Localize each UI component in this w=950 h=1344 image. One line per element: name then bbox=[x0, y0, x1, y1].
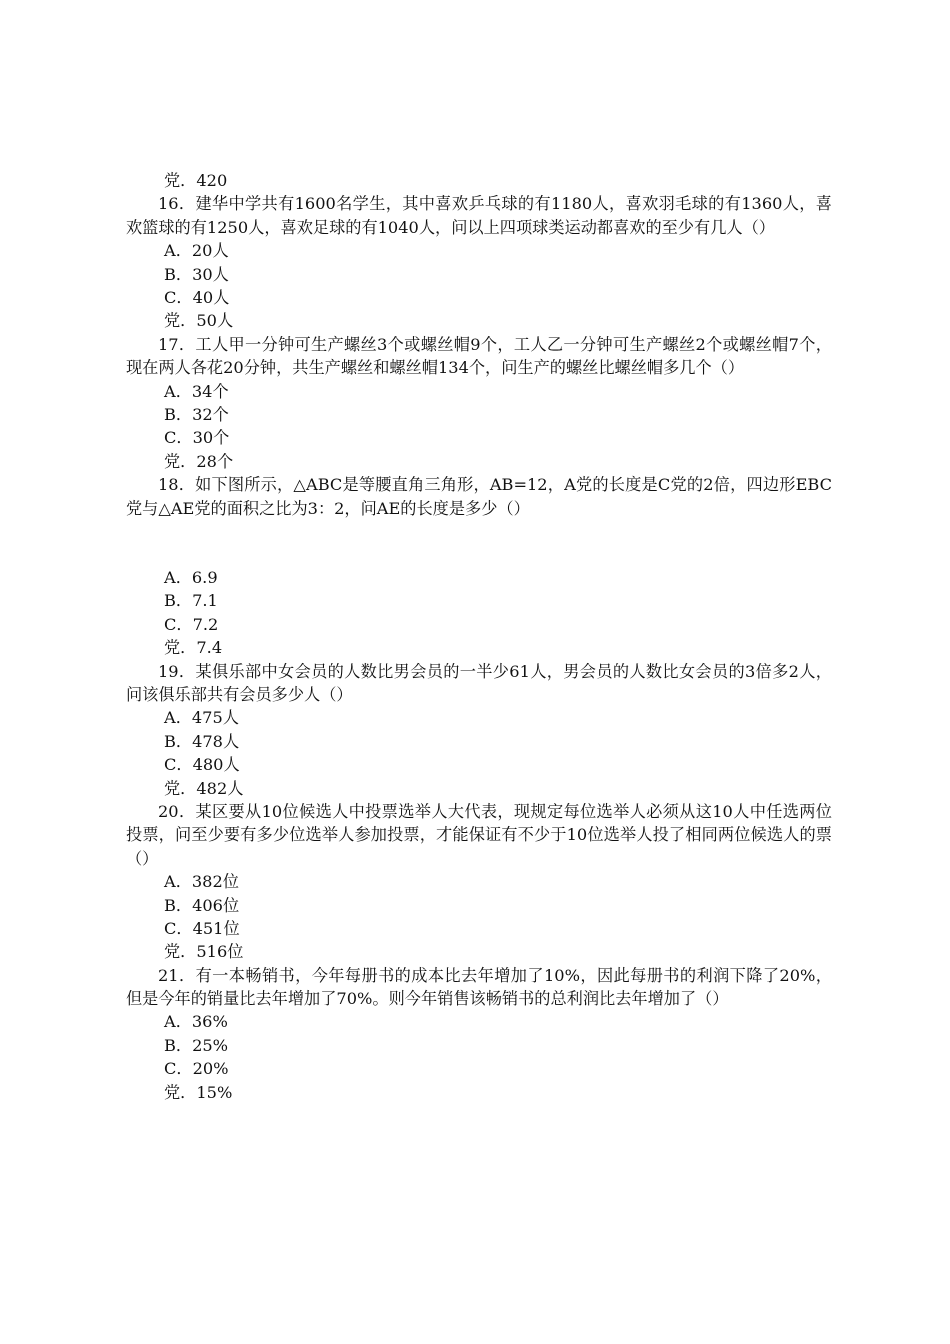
option-c-q17: C．30个 bbox=[164, 428, 230, 448]
option-b-q19: B．478人 bbox=[164, 731, 240, 751]
option-c-q21: C．20% bbox=[164, 1059, 229, 1079]
option-a-q19: A．475人 bbox=[164, 708, 239, 728]
option-c-q19: C．480人 bbox=[164, 755, 240, 775]
question-21-text: 21．有一本畅销书，今年每册书的成本比去年增加了10%，因此每册书的利润下降了20%，但是今年的销量比去年增加了70%。则今年销售该畅销书的总利润比去年增加了（） bbox=[126, 965, 832, 1009]
question-16-text: 16．建华中学共有1600名学生，其中喜欢乒乓球的有1180人，喜欢羽毛球的有1360人，喜欢篮球的有1250人，喜欢足球的有1040人，问以上四项球类运动都喜欢的至少有几人（） bbox=[126, 194, 832, 237]
option-b-q17: B．32个 bbox=[164, 404, 229, 424]
option-b-q16: B．30人 bbox=[164, 264, 229, 284]
option-a-q21: A．36% bbox=[164, 1012, 228, 1032]
question-19-text: 19．某俱乐部中女会员的人数比男会员的一半少61人，男会员的人数比女会员的3倍多2人，问该俱乐部共有会员多少人（） bbox=[126, 661, 832, 704]
option-d-q18: 党．7.4 bbox=[164, 638, 223, 658]
question-list bbox=[126, 169, 832, 1104]
option-d-q16: 党．50人 bbox=[164, 311, 234, 331]
option-d-q17: 党．28个 bbox=[164, 451, 234, 471]
option-a-q17: A．34个 bbox=[164, 381, 229, 401]
figure-placeholder bbox=[126, 520, 832, 566]
option-d-q21: 党．15% bbox=[164, 1082, 233, 1102]
question-18-text: 18．如下图所示，△ABC是等腰直角三角形，AB=12，A党的长度是C党的2倍，四边形EBC党与△AE党的面积之比为3：2，问AE的长度是多少（） bbox=[126, 475, 832, 518]
option-c-q18: C．7.2 bbox=[164, 614, 219, 634]
option-a-q16: A．20人 bbox=[164, 241, 229, 261]
option-b-q20: B．406位 bbox=[164, 895, 240, 915]
option-d-q19: 党．482人 bbox=[164, 778, 244, 798]
option-b-q21: B．25% bbox=[164, 1035, 229, 1055]
option-c-q16: C．40人 bbox=[164, 287, 230, 307]
option-c-q20: C．451位 bbox=[164, 918, 240, 938]
option-a-q20: A．382位 bbox=[164, 872, 239, 892]
option-d-q20: 党．516位 bbox=[164, 942, 244, 962]
question-17-text: 17．工人甲一分钟可生产螺丝3个或螺丝帽9个，工人乙一分钟可生产螺丝2个或螺丝帽7个，现在两人各花20分钟，共生产螺丝和螺丝帽134个，问生产的螺丝比螺丝帽多几个（） bbox=[126, 334, 832, 378]
question-20-text: 20．某区要从10位候选人中投票选举人大代表，现规定每位选举人必须从这10人中任选两位投票，问至少要有多少位选举人参加投票，才能保证有不少于10位选举人投了相同两位候选人的票（） bbox=[126, 801, 832, 868]
option-d-q15: 党．420 bbox=[164, 171, 228, 190]
option-a-q18: A．6.9 bbox=[164, 567, 218, 587]
option-b-q18: B．7.1 bbox=[164, 591, 218, 611]
